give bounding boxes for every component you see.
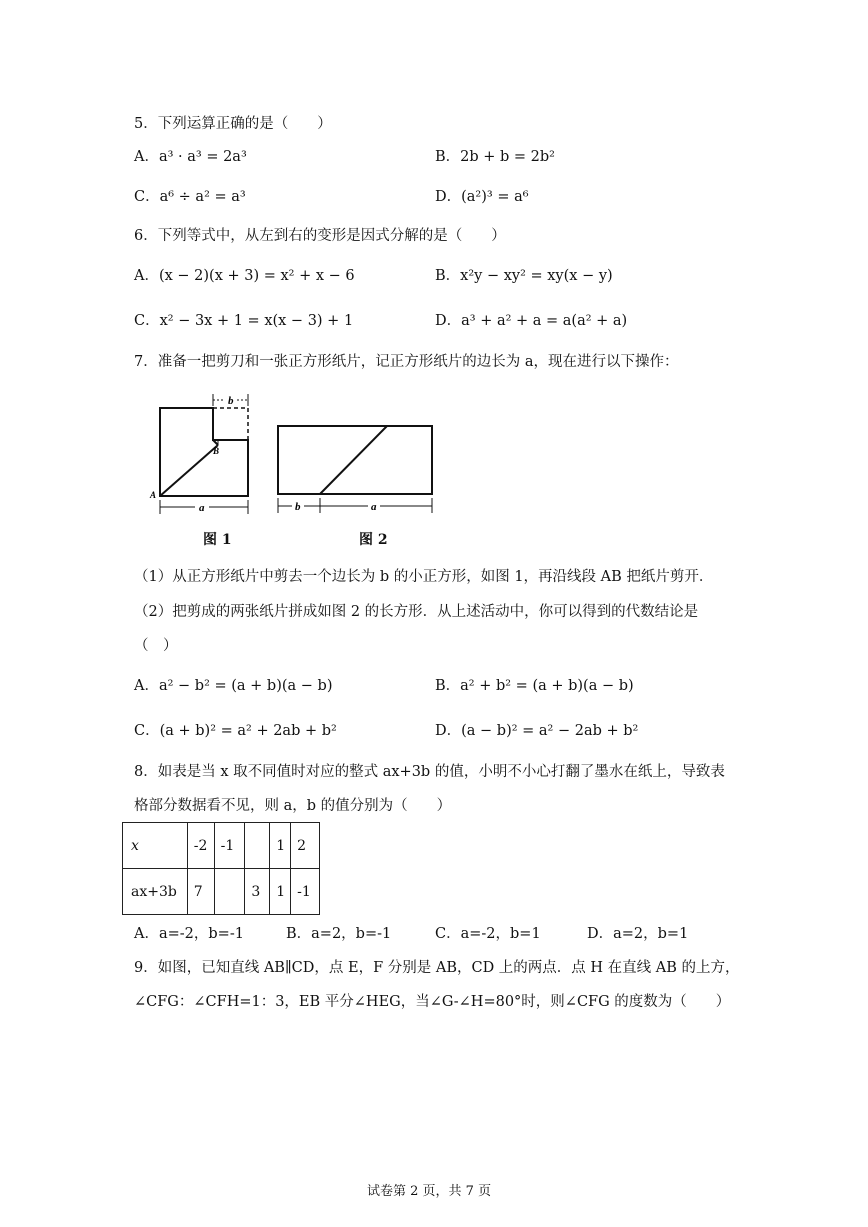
- q5-stem: 5．下列运算正确的是（ ）: [134, 116, 332, 132]
- figure-1: [145, 388, 260, 518]
- q7-option-a: A．a² − b² = (a + b)(a − b): [134, 678, 333, 694]
- table-cell: -1: [214, 823, 245, 869]
- fig1-dashed-square: [213, 408, 248, 440]
- table-cell: 1: [270, 823, 291, 869]
- fig1-cut-line: [160, 445, 218, 496]
- fig1-A-label: A: [150, 490, 157, 500]
- table-cell: -1: [291, 869, 320, 915]
- table-cell: [245, 823, 270, 869]
- q8-stem-line2: 格部分数据看不见，则 a，b 的值分别为（ ）: [134, 798, 452, 814]
- q7-option-d: D．(a − b)² = a² − 2ab + b²: [435, 723, 639, 739]
- table-row: [123, 823, 320, 869]
- fig1-a-label: a: [199, 502, 205, 514]
- q5-option-d: D．(a²)³ = a⁶: [435, 189, 529, 205]
- fig2-b-label: b: [295, 501, 301, 513]
- q9-stem-line1: 9．如图，已知直线 AB∥CD，点 E，F 分别是 AB，CD 上的两点．点 H 在直线 AB 的上方，: [134, 960, 740, 976]
- fig1-b-label: b: [228, 395, 234, 407]
- fig1-caption: 图 1: [203, 532, 232, 548]
- fig2-cut-line: [320, 426, 387, 494]
- q8-option-d: D．a=2，b=1: [587, 926, 689, 942]
- fig1-outline: [160, 408, 248, 496]
- fig1-B-label: B: [213, 446, 220, 456]
- q8-stem-line1: 8．如表是当 x 取不同值时对应的整式 ax+3b 的值，小明不小心打翻了墨水在纸上，导致表: [134, 764, 725, 780]
- q8-value-table: [122, 822, 320, 915]
- q6-option-b: B．x²y − xy² = xy(x − y): [435, 268, 613, 284]
- q5-option-b: B．2b + b = 2b²: [435, 149, 556, 165]
- fig2-caption: 图 2: [359, 532, 388, 548]
- table-cell: 3: [245, 869, 270, 915]
- q7-step2: （2）把剪成的两张纸片拼成如图 2 的长方形．从上述活动中，你可以得到的代数结论是: [134, 604, 699, 620]
- q6-option-c: C．x² − 3x + 1 = x(x − 3) + 1: [134, 313, 354, 329]
- q6-option-d: D．a³ + a² + a = a(a² + a): [435, 313, 628, 329]
- table-cell: -2: [187, 823, 214, 869]
- q7-option-c: C．(a + b)² = a² + 2ab + b²: [134, 723, 337, 739]
- table-cell: [214, 869, 245, 915]
- q8-option-c: C．a=-2，b=1: [435, 926, 541, 942]
- q7-option-b: B．a² + b² = (a + b)(a − b): [435, 678, 634, 694]
- q7-step2-paren: （ ）: [134, 638, 178, 654]
- fig2-a-label: a: [371, 501, 377, 513]
- table-cell: 1: [270, 869, 291, 915]
- figure-2: [272, 418, 442, 518]
- q7-stem: 7．准备一把剪刀和一张正方形纸片，记正方形纸片的边长为 a，现在进行以下操作：: [134, 354, 679, 370]
- table-row: [123, 869, 320, 915]
- q7-step1: （1）从正方形纸片中剪去一个边长为 b 的小正方形，如图 1，再沿线段 AB 把纸片剪开．: [134, 569, 714, 585]
- q5-option-a: A．a³ · a³ = 2a³: [134, 149, 247, 165]
- table-cell: 7: [187, 869, 214, 915]
- q5-option-c: C．a⁶ ÷ a² = a³: [134, 189, 246, 205]
- page-footer: 试卷第 2 页，共 7 页: [367, 1184, 492, 1199]
- table-cell: 2: [291, 823, 320, 869]
- q6-option-a: A．(x − 2)(x + 3) = x² + x − 6: [134, 268, 355, 284]
- q9-stem-line2: ∠CFG：∠CFH=1：3，EB 平分∠HEG，当∠G-∠H=80°时，则∠CFG 的度数为（ ）: [134, 994, 731, 1010]
- table-cell: x: [123, 823, 188, 869]
- table-cell: ax+3b: [123, 869, 188, 915]
- q6-stem: 6．下列等式中，从左到右的变形是因式分解的是（ ）: [134, 228, 506, 244]
- q8-option-b: B．a=2，b=-1: [286, 926, 392, 942]
- q8-option-a: A．a=-2，b=-1: [134, 926, 244, 942]
- fig2-rectangle: [278, 426, 432, 494]
